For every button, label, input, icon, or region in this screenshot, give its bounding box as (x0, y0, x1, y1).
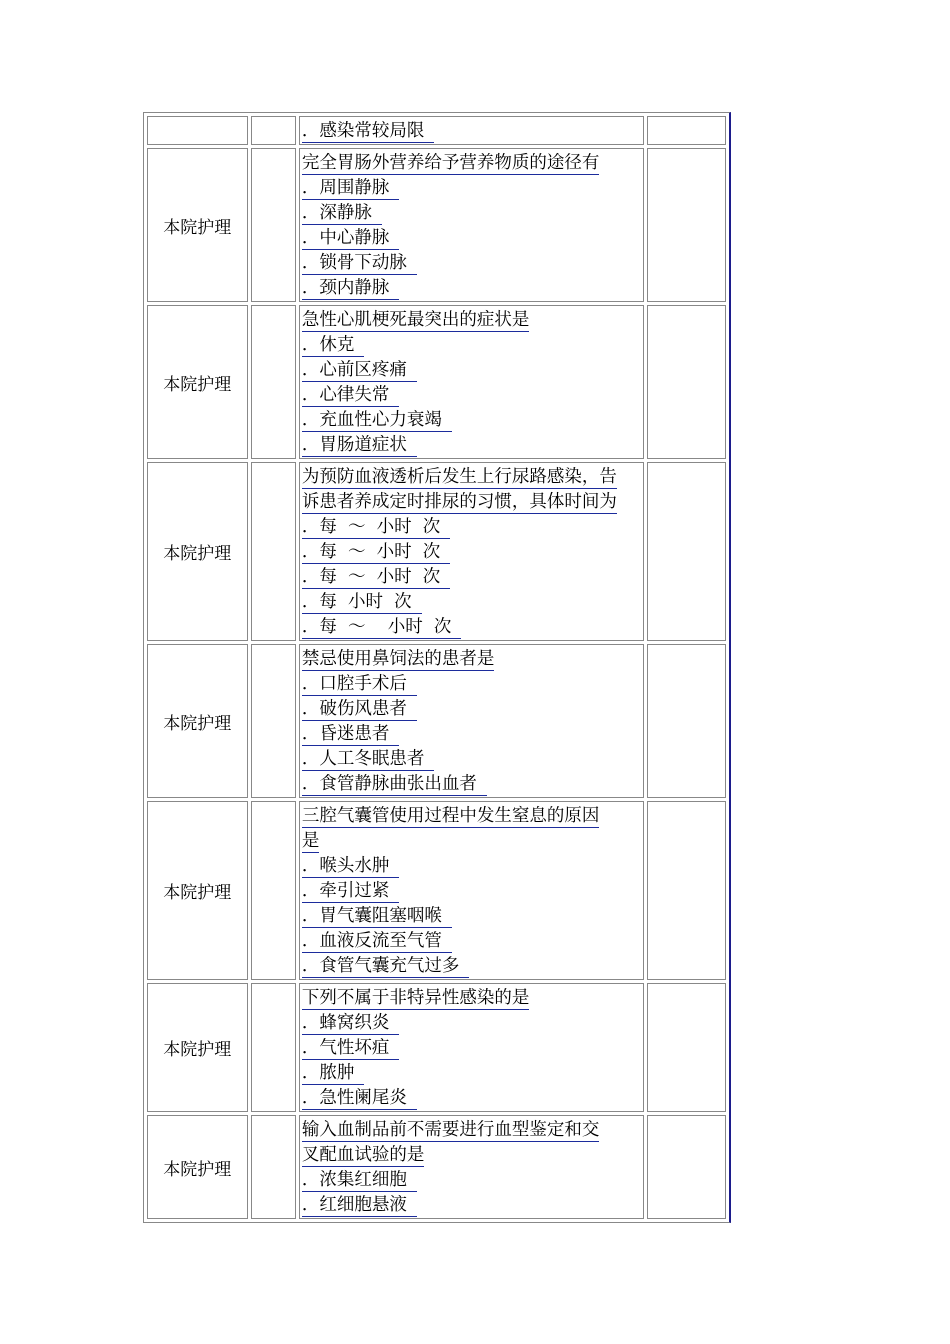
answer-option-link[interactable] (302, 176, 641, 201)
question-row (147, 644, 726, 798)
source-cell: 本院护理 (147, 801, 248, 980)
answer-cell (647, 644, 726, 798)
answer-option-text: ．人工冬眠患者 (302, 749, 435, 771)
answer-option-text: ．浓集红细胞 (302, 1170, 417, 1192)
answer-option-text: ．昏迷患者 (302, 724, 400, 746)
question-stem-line[interactable] (302, 465, 641, 490)
answer-option-link[interactable] (302, 276, 641, 301)
answer-option-text: ．食管气囊充气过多 (302, 956, 470, 978)
answer-option-text: ．牵引过紧 (302, 881, 400, 903)
answer-option-text: ．休克 (302, 335, 365, 357)
answer-option-text: ．蜂窝织炎 (302, 1013, 400, 1035)
answer-option-link[interactable] (302, 954, 641, 979)
answer-option-link[interactable] (302, 1011, 641, 1036)
answer-option-link[interactable] (302, 565, 641, 590)
answer-option-link[interactable] (302, 408, 641, 433)
answer-option-text: ．气性坏疽 (302, 1038, 400, 1060)
question-sheet (143, 112, 733, 1218)
question-cell (299, 305, 644, 459)
question-cell (299, 148, 644, 302)
answer-option-text: ．胃气囊阻塞咽喉 (302, 906, 452, 928)
answer-option-link[interactable] (302, 1061, 641, 1086)
answer-option-text: ．口腔手术后 (302, 674, 417, 696)
answer-option-link[interactable] (302, 1036, 641, 1061)
answer-option-link[interactable] (302, 226, 641, 251)
question-row (147, 983, 726, 1112)
answer-option-link[interactable] (302, 854, 641, 879)
answer-option-link[interactable] (302, 333, 641, 358)
answer-option-text: ．心前区疼痛 (302, 360, 417, 382)
answer-option-text: ．深静脉 (302, 203, 382, 225)
answer-option-link[interactable] (302, 1193, 641, 1218)
answer-option-link[interactable] (302, 879, 641, 904)
question-row (147, 305, 726, 459)
answer-option-text: ．锁骨下动脉 (302, 253, 417, 275)
question-stem-text: 叉配血试验的是 (301, 1145, 425, 1165)
answer-option-link[interactable] (302, 590, 641, 615)
answer-option-text: ．心律失常 (302, 385, 400, 407)
answer-option-link[interactable] (302, 1168, 641, 1193)
answer-option-link[interactable] (302, 383, 641, 408)
blank-cell (251, 305, 296, 459)
question-cell (299, 1115, 644, 1219)
question-stem-line[interactable] (302, 647, 641, 672)
blank-cell (251, 148, 296, 302)
question-stem-text: 完全胃肠外营养给予营养物质的途径有 (301, 153, 600, 173)
source-cell: 本院护理 (147, 462, 248, 641)
answer-option-link[interactable] (302, 697, 641, 722)
answer-option-text: ．每 小时 次 (302, 592, 422, 614)
answer-option-link[interactable] (302, 904, 641, 929)
question-cell (299, 644, 644, 798)
answer-option-link[interactable] (302, 1086, 641, 1111)
source-cell (147, 116, 248, 145)
source-cell: 本院护理 (147, 148, 248, 302)
question-stem-text: 输入血制品前不需要进行血型鉴定和交 (301, 1120, 600, 1140)
answer-cell (647, 148, 726, 302)
question-stem-text: 下列不属于非特异性感染的是 (301, 988, 530, 1008)
answer-option-link[interactable] (302, 929, 641, 954)
answer-option-link[interactable] (302, 119, 641, 144)
question-row (147, 1115, 726, 1219)
answer-option-text: ．颈内静脉 (302, 278, 400, 300)
answer-option-link[interactable] (302, 772, 641, 797)
blank-cell (251, 644, 296, 798)
source-cell: 本院护理 (147, 644, 248, 798)
answer-option-text: ．红细胞悬液 (302, 1195, 417, 1217)
answer-option-link[interactable] (302, 540, 641, 565)
answer-option-text: ．周围静脉 (302, 178, 400, 200)
question-stem-line[interactable] (302, 829, 641, 854)
answer-option-link[interactable] (302, 515, 641, 540)
answer-option-link[interactable] (302, 672, 641, 697)
blank-cell (251, 462, 296, 641)
answer-cell (647, 305, 726, 459)
answer-option-text: ．每 ～ 小时 次 (302, 542, 450, 564)
answer-option-link[interactable] (302, 358, 641, 383)
answer-cell (647, 116, 726, 145)
blank-cell (251, 116, 296, 145)
source-cell: 本院护理 (147, 983, 248, 1112)
answer-option-text: ．胃肠道症状 (302, 435, 417, 457)
question-stem-text: 诉患者养成定时排尿的习惯，具体时间为 (301, 492, 617, 512)
question-stem-line[interactable] (302, 1118, 641, 1143)
answer-option-text: ．感染常较局限 (302, 121, 435, 143)
blank-cell (251, 801, 296, 980)
question-cell (299, 983, 644, 1112)
question-row (147, 462, 726, 641)
answer-cell (647, 462, 726, 641)
answer-option-text: ．每 ～ 小时 次 (302, 517, 450, 539)
question-row (147, 116, 726, 145)
answer-option-link[interactable] (302, 615, 641, 640)
question-stem-line[interactable] (302, 1143, 641, 1168)
answer-option-text: ．食管静脉曲张出血者 (302, 774, 487, 796)
question-cell (299, 116, 644, 145)
answer-cell (647, 1115, 726, 1219)
answer-option-text: ．每 ～ 小时 次 (302, 567, 450, 589)
answer-option-link[interactable] (302, 251, 641, 276)
question-table (143, 112, 731, 1223)
question-row (147, 148, 726, 302)
question-stem-line[interactable] (302, 804, 641, 829)
answer-cell (647, 801, 726, 980)
answer-option-link[interactable] (302, 201, 641, 226)
answer-option-text: ．血液反流至气管 (302, 931, 452, 953)
answer-cell (647, 983, 726, 1112)
answer-option-link[interactable] (302, 722, 641, 747)
question-stem-line[interactable] (302, 151, 641, 176)
question-stem-text: 为预防血液透析后发生上行尿路感染，告 (301, 467, 617, 487)
source-cell: 本院护理 (147, 305, 248, 459)
question-stem-text: 急性心肌梗死最突出的症状是 (301, 310, 530, 330)
question-stem-line[interactable] (302, 986, 641, 1011)
source-cell: 本院护理 (147, 1115, 248, 1219)
blank-cell (251, 1115, 296, 1219)
answer-option-text: ．每 ～ 小时 次 (302, 617, 462, 639)
question-stem-line[interactable] (302, 490, 641, 515)
question-row (147, 801, 726, 980)
answer-option-text: ．中心静脉 (302, 228, 400, 250)
question-stem-text: 禁忌使用鼻饲法的患者是 (301, 649, 495, 669)
answer-option-text: ．急性阑尾炎 (302, 1088, 417, 1110)
blank-cell (251, 983, 296, 1112)
question-stem-line[interactable] (302, 308, 641, 333)
question-cell (299, 462, 644, 641)
answer-option-link[interactable] (302, 747, 641, 772)
answer-option-link[interactable] (302, 433, 641, 458)
answer-option-text: ．脓肿 (302, 1063, 365, 1085)
answer-option-text: ．破伤风患者 (302, 699, 417, 721)
answer-option-text: ．充血性心力衰竭 (302, 410, 452, 432)
question-cell (299, 801, 644, 980)
answer-option-text: ．喉头水肿 (302, 856, 400, 878)
question-stem-text: 是 (301, 831, 320, 851)
question-stem-text: 三腔气囊管使用过程中发生窒息的原因 (301, 806, 600, 826)
